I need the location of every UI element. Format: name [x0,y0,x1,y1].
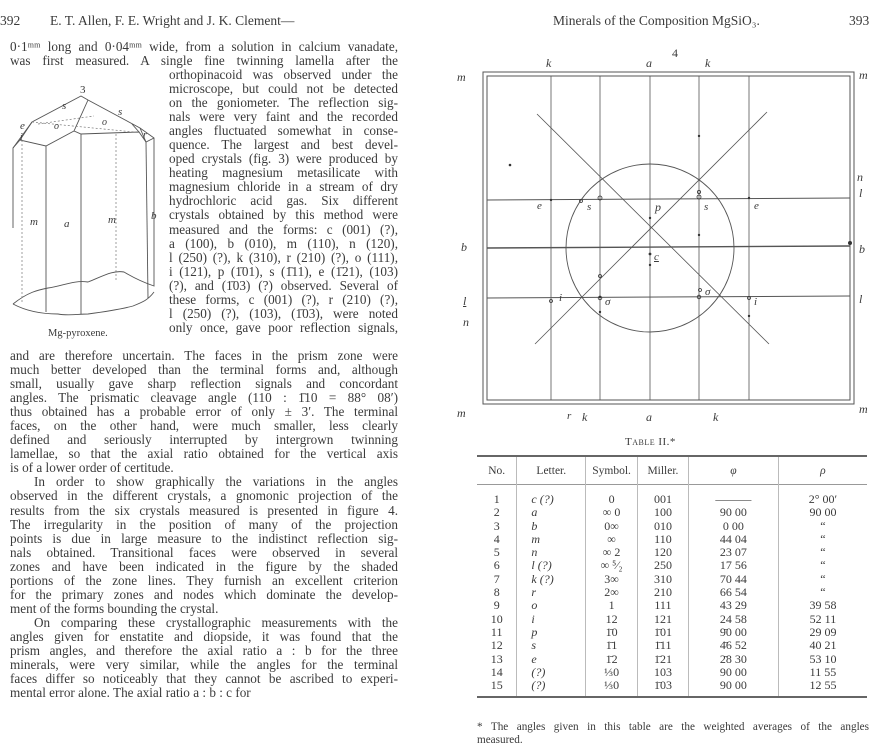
cell-phi: 90 00 [688,679,778,697]
zone-label-k: k [582,410,588,424]
table-row [477,573,867,586]
table-ii [477,455,867,698]
zone-label-m: m [457,70,466,84]
table-body [477,485,867,698]
cell-symbol: ∞ 2 [586,546,638,559]
text-line: small, usually gave sharp reflection signals and concordant [10,376,398,392]
figure-3-crystal-drawing [8,80,168,320]
zone-label-r: r [567,410,572,422]
pole-label-e: e [537,200,542,212]
text-line: results from the six crystals measured is presented in figure 4. [10,502,398,518]
cell-letter: b [517,520,586,533]
cell-miller: 111 [638,599,689,612]
cell-phi: 44 04 [688,533,778,546]
zone-label-n: n [857,170,863,184]
cell-no: 10 [490,611,503,626]
text-line: zones and have been indicated in the figure by the shaded [10,558,398,574]
cell-phi: 43 29 [688,599,778,612]
cell-rho: “ [778,586,867,599]
text-line: In order to show graphically the variations in the angles [34,474,398,490]
cell-no: 1 [493,492,500,506]
table-row [477,653,867,666]
face-label-a: a [64,218,70,230]
cell-letter: l (?) [517,559,586,572]
table-header-row [477,456,867,485]
text-line: measured and the forms: c (001) (?), [169,221,398,237]
cell-phi: 24 58 [688,613,778,626]
table-row [477,626,867,639]
table-row [477,639,867,652]
zone-label-a: a [646,410,652,424]
text-line: only once, gave poor reflection signals, [169,319,398,335]
text-line: for the primary zones and nodes which dominate the develop- [10,586,398,602]
zone-label-k: k [705,56,711,70]
cell-miller: 1̄21 [638,653,689,666]
table-row [477,613,867,626]
cell-symbol: 0∞ [586,520,638,533]
cell-rho: “ [778,559,867,572]
cell-symbol: 1̄2 [586,653,638,666]
cell-rho: “ [778,533,867,546]
header-miller: Miller. [638,456,689,485]
text-line: these forms, c (001) (?), r (210) (?), [169,291,398,307]
table-row [477,559,867,572]
cell-phi: 17 56 [688,559,778,572]
pole-label-c: c [654,251,659,263]
cell-phi: 9̄0 00 [688,626,778,639]
cell-no: 4 [493,531,500,546]
paragraphs-bottom [10,349,398,700]
cell-symbol: ∞ 0 [586,506,638,519]
cell-symbol: 2∞ [586,586,638,599]
text-line: portions of the zone lines. They furnish an excellent criterion [10,572,398,588]
face-label-b: b [151,210,157,222]
text-line: and are therefore uncertain. The faces in the prism zone were [10,348,398,363]
text-line: l (250) (?), (103), (1̄03), were noted [169,305,398,321]
text-line: lamellae, so that the axial ratio obtained for the vertical axis [10,446,398,462]
cell-rho: 11 55 [778,666,867,679]
cell-symbol: ⅓0 [586,666,638,679]
face-label-s: s [62,100,67,112]
cell-no: 11 [490,624,503,639]
text-line: i (121), p (1̄01), s (1̄11), e (1̄21), (103) [169,263,398,279]
cell-rho: “ [778,573,867,586]
text-line: microscope, but could not be detected [169,81,398,97]
text-line: l (250) (?), k (310), r (210) (?), o (111), [169,249,398,265]
face-label-r: r [143,130,147,141]
text-line: was first measured. A single fine twinning lamella after the [10,53,398,69]
text-line: heating magnesium metasilicate with [169,165,398,181]
pole-label-s: s [704,201,709,213]
cell-no: 6 [493,558,500,573]
paragraph [10,475,398,615]
figure-number: 4 [672,46,678,60]
header-no: No. [488,465,506,477]
text-line: oped crystals (fig. 3) were produced by [169,151,398,167]
zone-label-n: n [463,315,469,329]
cell-no: 5 [493,545,500,560]
cell-symbol: ∞ [586,533,638,546]
cell-letter: a [517,506,586,519]
text-line: is of a lower order of certitude. [10,460,174,476]
table-row [477,533,867,546]
zone-label-m: m [457,406,466,420]
table-row [477,506,867,519]
text-line: a (100), b (010), m (110), n (120), [169,235,398,251]
text-line: orthopinacoid was observed under the [169,67,398,82]
text-line: ment of the forms bounding the crystal. [10,600,219,616]
cell-miller: 100 [638,506,689,519]
face-label-s: s [118,106,123,118]
cell-rho: 2° 00′ [778,485,867,507]
header-symbol: Symbol. [586,456,638,485]
text-line: observed in the different crystals, a gnomonic projection of the [10,488,398,504]
cell-rho: 29 09 [778,626,867,639]
figure-number: 3 [80,84,86,96]
cell-miller: 310 [638,573,689,586]
zone-label-b: b [461,240,467,254]
cell-rho: 53 10 [778,653,867,666]
text-line: faces, on the other hand, were much smaller, less clearly [10,418,398,434]
cell-miller: 1̄03 [638,679,689,697]
cell-symbol: ∞ ⁵⁄₂ [586,559,638,572]
cell-no: 9 [493,598,500,613]
zone-label-b: b [859,242,865,256]
text-line: faces differ so noticeably that they cannot be ascribed to experi- [10,671,398,687]
cell-rho: 12 55 [778,679,867,697]
pole-label-s: s [587,201,592,213]
pole-label-sigma: σ [705,286,711,298]
text-line: (?), and (1̄03) (?) observed. Several of [169,277,398,293]
table-footnote [477,721,869,746]
cell-symbol: 1̄1 [586,639,638,652]
paragraph-wrap [169,68,398,335]
page-number: 392 [0,13,21,28]
gnomonic-projection-diagram [473,40,890,430]
text-line: 0·1ᵐᵐ long and 0·04ᵐᵐ wide, from a solution in calcium vanadate, [10,39,398,54]
figure-caption: Mg-pyroxene. [48,328,108,339]
face-label-i: i [20,132,23,143]
crystal-diagram [8,80,168,320]
cell-no: 3 [493,518,500,533]
cell-symbol: ⅓0 [586,679,638,697]
running-head: E. T. Allen, F. E. Wright and J. K. Clement— [50,13,295,28]
cell-phi: 70 44 [688,573,778,586]
data-table [477,455,867,698]
table-row [477,546,867,559]
pole-label-p: p [655,200,661,214]
text-line: minerals, were very similar, while the angles for the terminal [10,657,398,673]
page-number: 393 [849,13,870,28]
text-line: mental error alone. The axial ratio a : b : c for [10,685,251,701]
cell-symbol: 0 [586,485,638,507]
text-line: angles fluctuated somewhat in conse- [169,123,398,139]
running-head: Minerals of the Composition MgSiO₃. [553,13,760,28]
cell-phi: 66 54 [688,586,778,599]
text-line: hydrochloric acid gas. Six different [169,193,398,209]
cell-rho: 39 58 [778,599,867,612]
cell-miller: 250 [638,559,689,572]
text-line: The irregularity in the position of many of the projection [10,516,398,532]
cell-miller: 121 [638,613,689,626]
text-line: nals obtained. Transitional faces were observed in several [10,544,398,560]
text-line: quence. The largest and best devel- [169,137,398,153]
pole-label-sigma: σ [605,296,611,308]
cell-letter: (?) [517,666,586,679]
figure-4-gnomonic-projection [457,40,890,430]
cell-letter: r [517,586,586,599]
table-row [477,586,867,599]
cell-phi: 90 00 [688,506,778,519]
cell-letter: k (?) [517,573,586,586]
text-line: prism angles, and therefore the axial ratio a : b for the three [10,642,398,658]
cell-no: 15 [490,678,503,693]
cell-miller: 001 [638,485,689,507]
cell-rho: 90 00 [778,506,867,519]
text-line: on the goniometer. The reflection sig- [169,95,398,111]
cell-symbol: 3∞ [586,573,638,586]
paragraph [10,349,398,475]
cell-letter: p [517,626,586,639]
cell-no: 8 [493,585,500,600]
cell-symbol: 12 [586,613,638,626]
header-phi: φ [688,456,778,485]
cell-letter: s [517,639,586,652]
cell-rho: 40 21 [778,639,867,652]
cell-phi: 4̄6 52 [688,639,778,652]
face-label-o: o [102,117,107,128]
text-line: magnesium chloride in a stream of dry [169,179,398,195]
text-line: thus obtained has a probable error of only ± 3′. The terminal [10,404,398,420]
cell-miller: 103 [638,666,689,679]
cell-miller: 1̄11 [638,639,689,652]
face-label-m: m [30,216,38,228]
zone-label-l: l [859,186,863,200]
text-line: crystals obtained by this method were [169,207,398,223]
cell-rho: “ [778,546,867,559]
table-row [477,485,867,507]
cell-letter: i [517,613,586,626]
text-line: On comparing these crystallographic measurements with the [34,614,398,630]
cell-rho: 52 11 [778,613,867,626]
zone-label-k: k [546,56,552,70]
cell-phi: ——— [688,485,778,507]
header-letter: Letter. [517,456,586,485]
cell-phi: 23 07 [688,546,778,559]
footnote-line: measured. [477,733,523,746]
cell-miller: 210 [638,586,689,599]
text-line: points is due in large measure to the indistinct reflection sig- [10,530,398,546]
cell-letter: o [517,599,586,612]
cell-symbol: 1 [586,599,638,612]
header-rho: ρ [778,456,867,485]
zone-label-k: k [713,410,719,424]
zone-label-l: l [859,292,863,306]
table-row [477,666,867,679]
cell-letter: m [517,533,586,546]
cell-miller: 1̄01 [638,626,689,639]
footnote-line: * The angles given in this table are the weighted averages of the angles [477,721,869,733]
text-line: angles given for enstatite and diopside, it was found that the [10,628,398,644]
cell-letter: e [517,653,586,666]
zone-label-a: a [646,56,652,70]
face-label-e: e [20,120,25,132]
table-row [477,679,867,697]
table-row [477,520,867,533]
cell-rho: “ [778,520,867,533]
pole-label-i: i [754,296,758,308]
cell-letter: c (?) [517,485,586,507]
text-line: defined and seriously interrupted by intergrown twinning [10,432,398,448]
cell-phi: 0 00 [688,520,778,533]
text-line: nals were very faint and the recorded [169,109,398,125]
pole-label-i: i [559,292,563,304]
cell-letter: n [517,546,586,559]
cell-symbol: 1̄0 [586,626,638,639]
cell-no: 7 [493,571,500,586]
zone-label-l: l [463,294,467,308]
zone-label-m: m [859,402,868,416]
cell-miller: 110 [638,533,689,546]
cell-miller: 010 [638,520,689,533]
paragraph-top [10,40,398,68]
text-line: angles. The prismatic cleavage angle (110 : 1̄10 = 88° 08′) [10,390,398,406]
table-row [477,599,867,612]
cell-phi: 2̄8 30 [688,653,778,666]
zone-label-m: m [859,68,868,82]
cell-no: 12 [490,638,503,653]
cell-phi: 90 00 [688,666,778,679]
face-label-o: o [54,121,59,132]
cell-miller: 120 [638,546,689,559]
cell-letter: (?) [517,679,586,697]
face-label-m: m [108,214,116,226]
cell-no: 14 [490,664,503,679]
cell-no: 2 [493,505,500,520]
paragraph [10,616,398,700]
text-line: much better developed than the terminal forms and, although [10,362,398,378]
right-page [445,0,890,750]
table-title: Table II.* [625,436,676,448]
pole-label-e: e [754,200,759,212]
cell-no: 13 [490,651,503,666]
